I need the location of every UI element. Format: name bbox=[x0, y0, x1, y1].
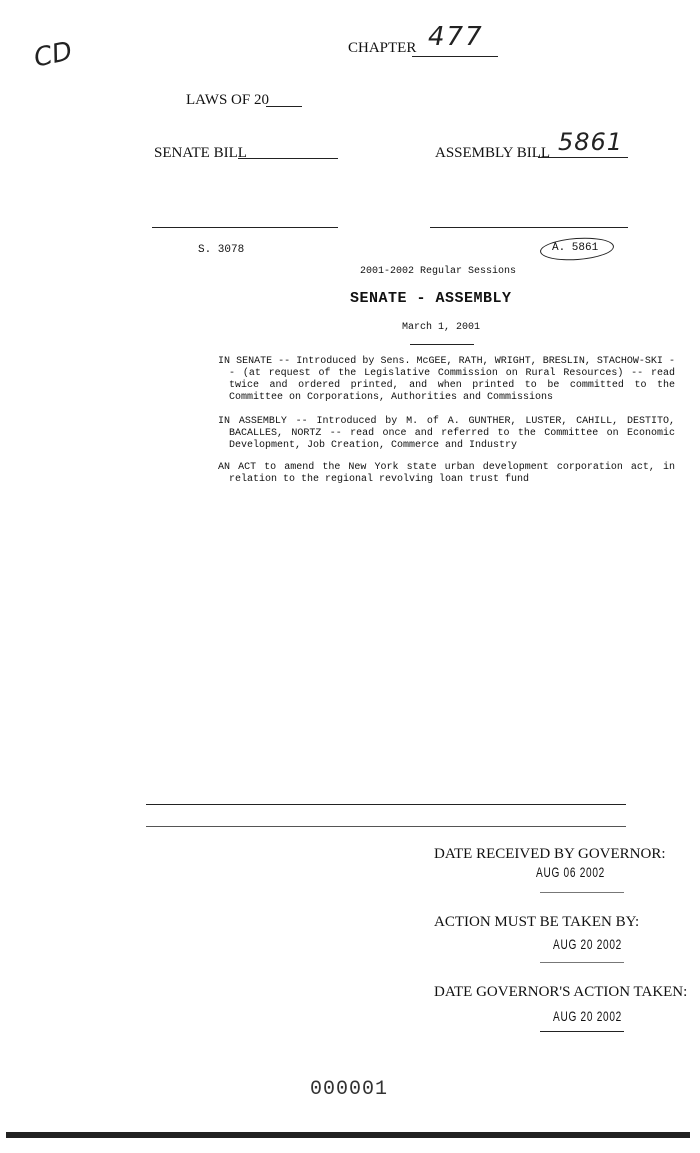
handwritten-corner-mark: CD bbox=[31, 36, 75, 74]
senate-bill-underline bbox=[238, 158, 338, 159]
assembly-bill-underline bbox=[538, 157, 628, 158]
chapter-label: CHAPTER bbox=[348, 40, 417, 56]
senate-introduction-paragraph: IN SENATE -- Introduced by Sens. McGEE, RATH, WRIGHT, BRESLIN, STACHOW-SKI -- (at request of the Legislative Commission on Rural Resources) -- read twice and ordered printed, and when printed to be committed to the Committee on Corporations, Authorities and Commissions bbox=[218, 356, 675, 403]
assembly-introduction-paragraph: IN ASSEMBLY -- Introduced by M. of A. GUNTHER, LUSTER, CAHILL, DESTITO, BACALLES, NORTZ -- read once and referred to the Committee on Economic Development, Job Creation, Commerce and Industry bbox=[218, 416, 675, 451]
action-deadline-label: ACTION MUST BE TAKEN BY: bbox=[434, 914, 640, 930]
action-taken-label: DATE GOVERNOR'S ACTION TAKEN: bbox=[434, 984, 688, 1000]
laws-of-label: LAWS OF 20 bbox=[186, 92, 269, 108]
bottom-scan-bar bbox=[6, 1132, 690, 1138]
laws-of-underline bbox=[266, 106, 302, 107]
right-separator-line bbox=[430, 227, 628, 228]
date-received-label: DATE RECEIVED BY GOVERNOR: bbox=[434, 846, 666, 862]
date-received-stamp: AUG 06 2002 bbox=[536, 864, 606, 880]
chapter-number-handwritten: 477 bbox=[428, 22, 484, 52]
date-underline bbox=[410, 344, 474, 345]
sessions-line: 2001-2002 Regular Sessions bbox=[360, 266, 517, 277]
action-deadline-stamp: AUG 20 2002 bbox=[553, 936, 623, 952]
assembly-bill-number: A. 5861 bbox=[552, 242, 599, 254]
act-title-paragraph: AN ACT to amend the New York state urban development corporation act, in relation to the regional revolving loan trust fund bbox=[218, 462, 675, 485]
chapter-underline bbox=[412, 56, 498, 57]
assembly-bill-label: ASSEMBLY BILL bbox=[435, 145, 551, 161]
introduction-date: March 1, 2001 bbox=[402, 322, 481, 333]
page-number-stamp: 000001 bbox=[310, 1078, 389, 1101]
assembly-bill-number-handwritten: 5861 bbox=[558, 128, 624, 156]
action-deadline-underline bbox=[540, 962, 624, 963]
house-title: SENATE - ASSEMBLY bbox=[350, 290, 512, 307]
lower-rule-2 bbox=[146, 826, 626, 827]
action-taken-underline bbox=[540, 1031, 624, 1032]
lower-rule-1 bbox=[146, 804, 626, 805]
date-received-underline bbox=[540, 892, 624, 893]
left-separator-line bbox=[152, 227, 338, 228]
action-taken-stamp: AUG 20 2002 bbox=[553, 1008, 623, 1024]
senate-bill-number: S. 3078 bbox=[198, 244, 245, 256]
senate-bill-label: SENATE BILL bbox=[154, 145, 247, 161]
